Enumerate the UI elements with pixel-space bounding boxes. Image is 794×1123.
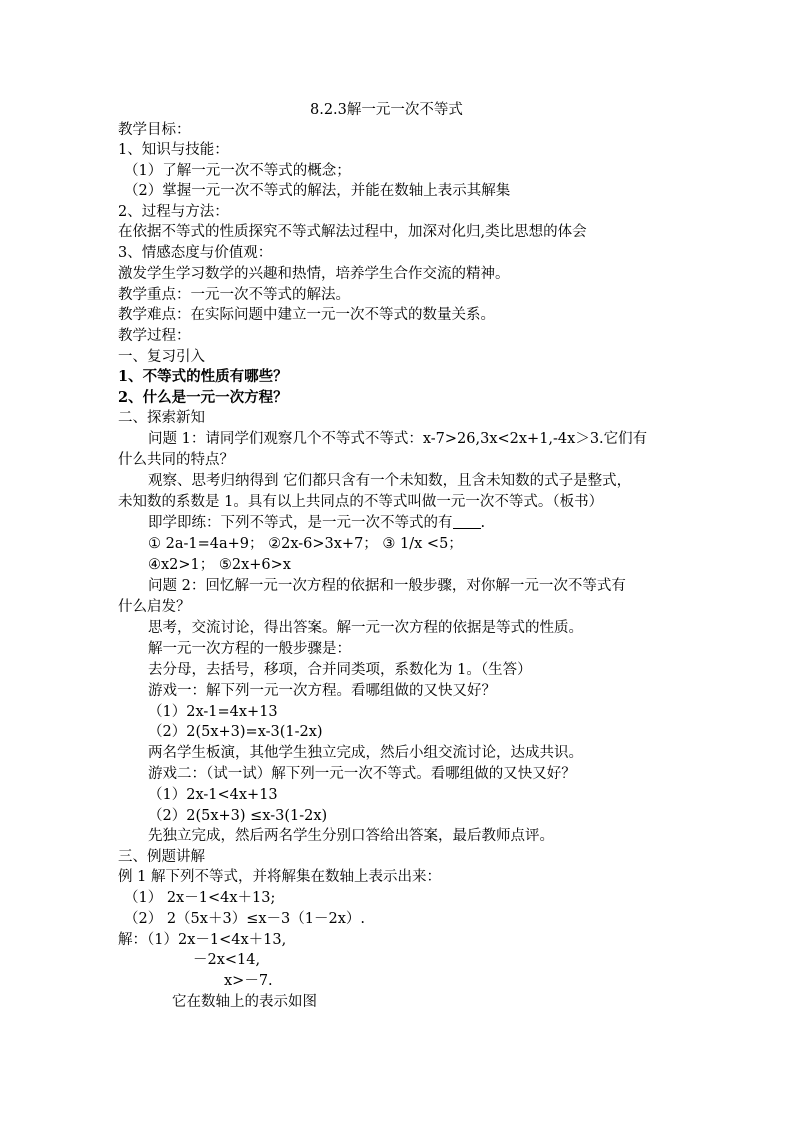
text-line: 即学即练：下列不等式，是一元一次不等式的有 <box>148 515 453 531</box>
text-line: 未知数的系数是 1。具有以上共同点的不等式叫做一元一次不等式。（板书） <box>118 494 604 510</box>
text-line: 问题 2：回忆解一元一次方程的依据和一般步骤，对你解一元一次不等式有 <box>148 578 626 594</box>
text-line: 什么启发？ <box>118 599 191 615</box>
section-heading: 三、例题讲解 <box>118 849 205 865</box>
text-line: 1、知识与技能： <box>118 142 229 158</box>
section-heading: 二、探索新知 <box>118 410 205 426</box>
answer-blank <box>453 514 481 529</box>
text-line: 去分母，去括号，移项，合并同类项，系数化为 1。（生答） <box>148 662 532 678</box>
text-line: 思考，交流讨论，得出答案。解一元一次方程的依据是等式的性质。 <box>148 620 583 636</box>
text-line: 在依据不等式的性质探究不等式解法过程中，加深对化归,类比思想的体会 <box>118 224 587 240</box>
text-line: 它在数轴上的表示如图 <box>172 994 317 1010</box>
text-line: 两名学生板演，其他学生独立完成，然后小组交流讨论，达成共识。 <box>148 745 583 761</box>
text-line: 1、不等式的性质有哪些？ <box>118 368 288 385</box>
text-line: 问题 1：请同学们观察几个不等式不等式：x-7>26,3x<2x+1,-4x＞3.它们有 <box>148 431 648 447</box>
text-line: 教学难点：在实际问题中建立一元一次不等式的数量关系。 <box>118 307 495 323</box>
text-line: 教学重点：一元一次不等式的解法。 <box>118 287 350 303</box>
text-line: （1）2x-1=4x+13 <box>148 704 278 720</box>
text-line: 游戏一：解下列一元一次方程。看哪组做的又快又好？ <box>148 683 496 699</box>
text-line: 先独立完成，然后两名学生分别口答给出答案，最后教师点评。 <box>148 828 554 844</box>
text-line: 什么共同的特点？ <box>118 452 234 468</box>
text-line: 3、情感态度与价值观： <box>118 245 273 261</box>
text-line: （1）了解一元一次不等式的概念； <box>124 163 351 179</box>
text-line: （1）2x-1<4x+13 <box>148 787 278 803</box>
text-line: 2、过程与方法： <box>118 204 229 220</box>
text-line: 解：（1）2x－1<4x＋13, <box>118 932 287 948</box>
text-line: ① 2a-1=4a+9； ②2x-6>3x+7； ③ 1/x <5； <box>148 536 463 552</box>
text-line: x>－7. <box>224 973 273 989</box>
text-line-with-blank <box>148 513 485 533</box>
text-line: 教学目标： <box>118 122 191 138</box>
text-line: ④x2>1； ⑤2x+6>x <box>148 557 291 573</box>
text-line: 例 1 解下列不等式，并将解集在数轴上表示出来： <box>118 869 441 885</box>
text-line: 教学过程： <box>118 328 191 344</box>
text-line: 观察、思考归纳得到 它们都只含有一个未知数，且含未知数的式子是整式， <box>148 473 632 489</box>
text-line: （2）掌握一元一次不等式的解法，并能在数轴上表示其解集 <box>124 183 511 199</box>
text-line: 游戏二：（试一试）解下列一元一次不等式。看哪组做的又快又好？ <box>148 766 576 782</box>
text-line: （2）2(5x+3) ≤x-3(1-2x) <box>148 808 328 824</box>
text-line: －2x<14, <box>193 952 261 968</box>
text-line: 2、什么是一元一次方程？ <box>118 389 288 406</box>
text-line: 激发学生学习数学的兴趣和热情，培养学生合作交流的精神。 <box>118 266 510 282</box>
text-line: （2）2(5x+3)=x-3(1-2x) <box>148 724 323 740</box>
text-line: 解一元一次方程的一般步骤是： <box>148 641 351 657</box>
text-line: （1） 2x－1<4x＋13; <box>124 890 276 906</box>
doc-title: 8.2.3解一元一次不等式 <box>310 102 463 118</box>
blank-suffix: . <box>480 515 486 531</box>
section-heading: 一、复习引入 <box>118 349 205 365</box>
text-line: （2） 2（5x＋3）≤x－3（1－2x）. <box>124 911 365 927</box>
